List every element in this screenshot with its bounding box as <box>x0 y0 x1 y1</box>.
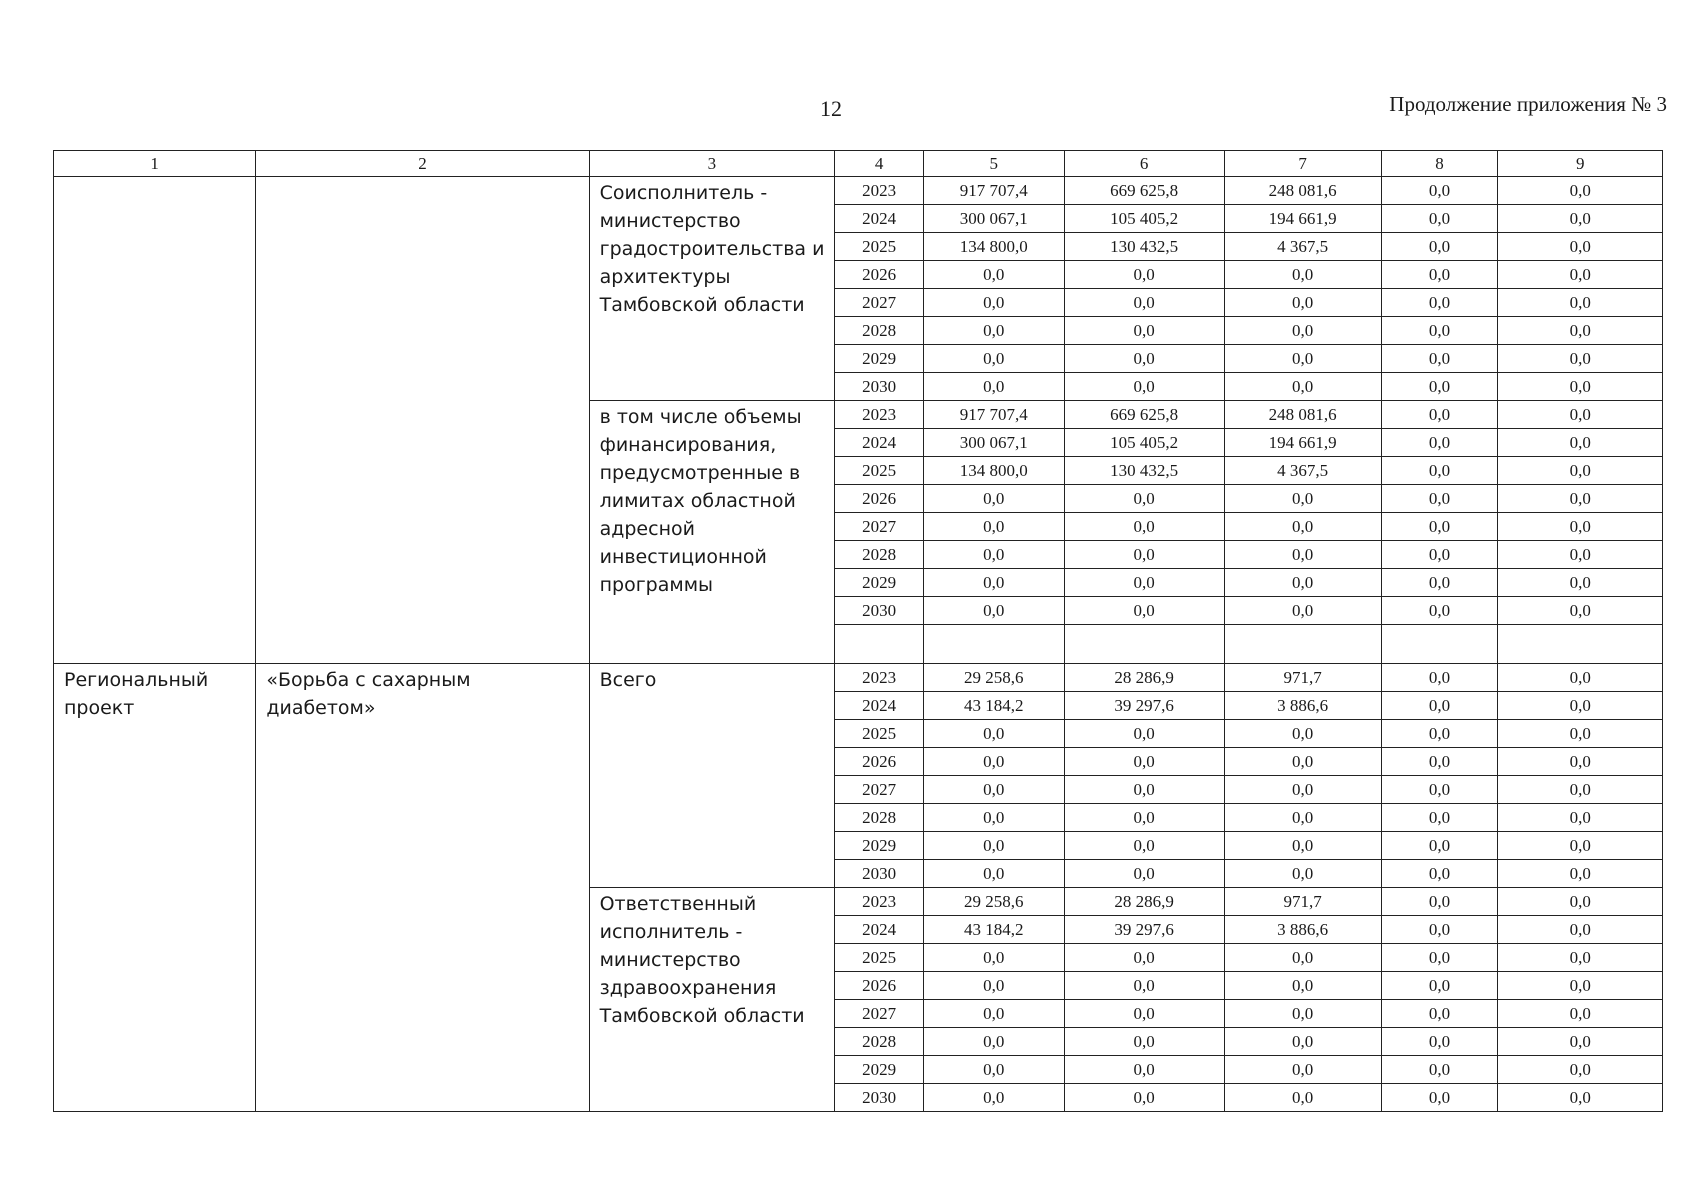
value-cell: 0,0 <box>1498 401 1663 429</box>
value-cell: 0,0 <box>923 373 1064 401</box>
group-label-cell: Всего <box>589 664 835 888</box>
year-cell: 2027 <box>835 1000 924 1028</box>
year-cell: 2024 <box>835 916 924 944</box>
value-cell: 0,0 <box>1224 776 1381 804</box>
value-cell: 0,0 <box>1224 597 1381 625</box>
value-cell: 0,0 <box>1064 776 1224 804</box>
value-cell: 0,0 <box>1064 317 1224 345</box>
year-cell: 2028 <box>835 1028 924 1056</box>
value-cell: 0,0 <box>1381 401 1498 429</box>
value-cell: 0,0 <box>923 513 1064 541</box>
page-number: 12 <box>820 96 842 121</box>
year-cell: 2024 <box>835 205 924 233</box>
value-cell: 0,0 <box>923 317 1064 345</box>
year-cell: 2027 <box>835 513 924 541</box>
value-cell: 0,0 <box>923 832 1064 860</box>
value-cell: 0,0 <box>1224 317 1381 345</box>
value-cell: 0,0 <box>1498 1084 1663 1112</box>
empty-cell <box>835 625 924 664</box>
value-cell: 0,0 <box>1224 720 1381 748</box>
value-cell: 0,0 <box>1224 972 1381 1000</box>
value-cell: 0,0 <box>1498 569 1663 597</box>
header-cell: 7 <box>1224 151 1381 177</box>
block-name-cell: «Борьба с сахарным диабетом» <box>256 664 589 1112</box>
value-cell: 0,0 <box>1064 944 1224 972</box>
value-cell: 0,0 <box>1498 485 1663 513</box>
value-cell: 43 184,2 <box>923 692 1064 720</box>
empty-cell <box>1381 625 1498 664</box>
value-cell: 971,7 <box>1224 888 1381 916</box>
value-cell: 0,0 <box>1381 888 1498 916</box>
value-cell: 29 258,6 <box>923 888 1064 916</box>
value-cell: 0,0 <box>1381 664 1498 692</box>
header-cell: 2 <box>256 151 589 177</box>
value-cell: 0,0 <box>1498 373 1663 401</box>
value-cell: 39 297,6 <box>1064 916 1224 944</box>
year-cell: 2026 <box>835 972 924 1000</box>
block-type-cell <box>54 177 256 664</box>
header-cell: 6 <box>1064 151 1224 177</box>
value-cell: 3 886,6 <box>1224 916 1381 944</box>
value-cell: 0,0 <box>923 569 1064 597</box>
value-cell: 0,0 <box>923 748 1064 776</box>
value-cell: 0,0 <box>1381 1084 1498 1112</box>
value-cell: 0,0 <box>1498 972 1663 1000</box>
value-cell: 0,0 <box>923 944 1064 972</box>
value-cell: 0,0 <box>1381 373 1498 401</box>
value-cell: 0,0 <box>1498 429 1663 457</box>
value-cell: 0,0 <box>1224 485 1381 513</box>
year-cell: 2025 <box>835 720 924 748</box>
value-cell: 0,0 <box>923 289 1064 317</box>
year-cell: 2026 <box>835 261 924 289</box>
value-cell: 0,0 <box>1224 541 1381 569</box>
value-cell: 0,0 <box>923 261 1064 289</box>
header-cell: 4 <box>835 151 924 177</box>
value-cell: 0,0 <box>1224 1028 1381 1056</box>
value-cell: 0,0 <box>923 860 1064 888</box>
value-cell: 0,0 <box>1381 860 1498 888</box>
value-cell: 0,0 <box>1064 289 1224 317</box>
value-cell: 0,0 <box>1224 513 1381 541</box>
value-cell: 0,0 <box>1064 860 1224 888</box>
value-cell: 0,0 <box>1064 513 1224 541</box>
value-cell: 0,0 <box>1224 1000 1381 1028</box>
value-cell: 0,0 <box>1498 916 1663 944</box>
year-cell: 2026 <box>835 748 924 776</box>
header-cell: 1 <box>54 151 256 177</box>
appendix-note: Продолжение приложения № 3 <box>1389 92 1667 116</box>
value-cell: 0,0 <box>1224 832 1381 860</box>
value-cell: 0,0 <box>1498 261 1663 289</box>
value-cell: 0,0 <box>1224 345 1381 373</box>
year-cell: 2026 <box>835 485 924 513</box>
value-cell: 0,0 <box>1064 261 1224 289</box>
year-cell: 2025 <box>835 944 924 972</box>
value-cell: 0,0 <box>1498 748 1663 776</box>
value-cell: 194 661,9 <box>1224 429 1381 457</box>
year-cell: 2024 <box>835 692 924 720</box>
value-cell: 0,0 <box>1498 597 1663 625</box>
year-cell: 2028 <box>835 541 924 569</box>
value-cell: 0,0 <box>1498 541 1663 569</box>
group-label-cell: Соисполнитель - министерство градостроительства и архитектуры Тамбовской области <box>589 177 835 401</box>
value-cell: 0,0 <box>923 485 1064 513</box>
value-cell: 43 184,2 <box>923 916 1064 944</box>
value-cell: 0,0 <box>1498 776 1663 804</box>
value-cell: 0,0 <box>1498 205 1663 233</box>
block-name-cell <box>256 177 589 664</box>
value-cell: 0,0 <box>923 1084 1064 1112</box>
value-cell: 0,0 <box>923 1028 1064 1056</box>
value-cell: 0,0 <box>1064 485 1224 513</box>
value-cell: 0,0 <box>1381 205 1498 233</box>
value-cell: 0,0 <box>1498 1056 1663 1084</box>
value-cell: 4 367,5 <box>1224 233 1381 261</box>
value-cell: 0,0 <box>1498 1000 1663 1028</box>
value-cell: 0,0 <box>1381 345 1498 373</box>
year-cell: 2029 <box>835 1056 924 1084</box>
value-cell: 134 800,0 <box>923 457 1064 485</box>
value-cell: 0,0 <box>1381 541 1498 569</box>
value-cell: 0,0 <box>1498 860 1663 888</box>
header-cell: 8 <box>1381 151 1498 177</box>
value-cell: 0,0 <box>1224 804 1381 832</box>
value-cell: 0,0 <box>923 972 1064 1000</box>
value-cell: 0,0 <box>1498 317 1663 345</box>
table-row <box>54 664 1663 692</box>
table-row <box>54 177 1663 205</box>
value-cell: 0,0 <box>1381 776 1498 804</box>
value-cell: 0,0 <box>1064 597 1224 625</box>
block-type-cell: Региональный проект <box>54 664 256 1112</box>
value-cell: 0,0 <box>1224 261 1381 289</box>
value-cell: 669 625,8 <box>1064 401 1224 429</box>
year-cell: 2027 <box>835 289 924 317</box>
group-label-cell: в том числе объемы финансирования, предусмотренные в лимитах областной адресной инвестиционной программы <box>589 401 835 664</box>
value-cell: 105 405,2 <box>1064 429 1224 457</box>
value-cell: 971,7 <box>1224 664 1381 692</box>
value-cell: 300 067,1 <box>923 205 1064 233</box>
value-cell: 0,0 <box>1064 720 1224 748</box>
header-cell: 3 <box>589 151 835 177</box>
year-cell: 2025 <box>835 233 924 261</box>
value-cell: 0,0 <box>1381 457 1498 485</box>
year-cell: 2023 <box>835 401 924 429</box>
year-cell: 2030 <box>835 860 924 888</box>
value-cell: 0,0 <box>923 720 1064 748</box>
value-cell: 0,0 <box>1381 916 1498 944</box>
value-cell: 0,0 <box>1224 944 1381 972</box>
value-cell: 0,0 <box>1064 1056 1224 1084</box>
value-cell: 0,0 <box>1498 888 1663 916</box>
value-cell: 0,0 <box>1381 177 1498 205</box>
value-cell: 917 707,4 <box>923 401 1064 429</box>
value-cell: 0,0 <box>923 804 1064 832</box>
header-cell: 9 <box>1498 151 1663 177</box>
value-cell: 0,0 <box>1064 748 1224 776</box>
value-cell: 248 081,6 <box>1224 177 1381 205</box>
value-cell: 0,0 <box>1224 1084 1381 1112</box>
value-cell: 0,0 <box>1224 569 1381 597</box>
value-cell: 0,0 <box>1381 692 1498 720</box>
value-cell: 39 297,6 <box>1064 692 1224 720</box>
value-cell: 0,0 <box>1381 1028 1498 1056</box>
value-cell: 0,0 <box>1224 1056 1381 1084</box>
value-cell: 0,0 <box>1498 1028 1663 1056</box>
value-cell: 917 707,4 <box>923 177 1064 205</box>
value-cell: 0,0 <box>1498 289 1663 317</box>
value-cell: 0,0 <box>1381 597 1498 625</box>
value-cell: 0,0 <box>1498 804 1663 832</box>
value-cell: 0,0 <box>1381 804 1498 832</box>
value-cell: 300 067,1 <box>923 429 1064 457</box>
value-cell: 0,0 <box>1381 832 1498 860</box>
year-cell: 2028 <box>835 317 924 345</box>
value-cell: 0,0 <box>1381 233 1498 261</box>
empty-cell <box>1064 625 1224 664</box>
year-cell: 2030 <box>835 1084 924 1112</box>
value-cell: 0,0 <box>1381 317 1498 345</box>
value-cell: 0,0 <box>1064 345 1224 373</box>
value-cell: 0,0 <box>1381 569 1498 597</box>
value-cell: 28 286,9 <box>1064 888 1224 916</box>
value-cell: 0,0 <box>1224 289 1381 317</box>
value-cell: 4 367,5 <box>1224 457 1381 485</box>
value-cell: 0,0 <box>1064 541 1224 569</box>
value-cell: 28 286,9 <box>1064 664 1224 692</box>
year-cell: 2023 <box>835 664 924 692</box>
value-cell: 0,0 <box>1498 345 1663 373</box>
year-cell: 2029 <box>835 832 924 860</box>
value-cell: 0,0 <box>1064 1000 1224 1028</box>
value-cell: 105 405,2 <box>1064 205 1224 233</box>
value-cell: 0,0 <box>1064 373 1224 401</box>
value-cell: 130 432,5 <box>1064 233 1224 261</box>
year-cell: 2024 <box>835 429 924 457</box>
value-cell: 0,0 <box>1224 748 1381 776</box>
value-cell: 0,0 <box>1498 457 1663 485</box>
value-cell: 0,0 <box>1064 1084 1224 1112</box>
value-cell: 0,0 <box>1381 1000 1498 1028</box>
value-cell: 0,0 <box>1381 1056 1498 1084</box>
empty-cell <box>1498 625 1663 664</box>
value-cell: 0,0 <box>923 776 1064 804</box>
value-cell: 0,0 <box>1064 972 1224 1000</box>
value-cell: 0,0 <box>1498 513 1663 541</box>
value-cell: 194 661,9 <box>1224 205 1381 233</box>
year-cell: 2029 <box>835 345 924 373</box>
year-cell: 2023 <box>835 888 924 916</box>
header-row <box>54 151 1663 177</box>
year-cell: 2027 <box>835 776 924 804</box>
value-cell: 29 258,6 <box>923 664 1064 692</box>
value-cell: 0,0 <box>1064 804 1224 832</box>
value-cell: 0,0 <box>923 541 1064 569</box>
value-cell: 0,0 <box>1064 832 1224 860</box>
value-cell: 0,0 <box>923 1000 1064 1028</box>
value-cell: 0,0 <box>1381 289 1498 317</box>
year-cell: 2023 <box>835 177 924 205</box>
year-cell: 2025 <box>835 457 924 485</box>
year-cell: 2030 <box>835 597 924 625</box>
value-cell: 130 432,5 <box>1064 457 1224 485</box>
group-label-cell: Ответственный исполнитель - министерство здравоохранения Тамбовской области <box>589 888 835 1112</box>
value-cell: 0,0 <box>1064 1028 1224 1056</box>
value-cell: 248 081,6 <box>1224 401 1381 429</box>
value-cell: 0,0 <box>1498 692 1663 720</box>
value-cell: 0,0 <box>1381 944 1498 972</box>
value-cell: 0,0 <box>1224 373 1381 401</box>
value-cell: 0,0 <box>923 345 1064 373</box>
value-cell: 0,0 <box>1381 429 1498 457</box>
value-cell: 0,0 <box>1381 513 1498 541</box>
value-cell: 0,0 <box>1498 177 1663 205</box>
value-cell: 3 886,6 <box>1224 692 1381 720</box>
value-cell: 0,0 <box>1498 832 1663 860</box>
value-cell: 669 625,8 <box>1064 177 1224 205</box>
header-cell: 5 <box>923 151 1064 177</box>
value-cell: 0,0 <box>1498 720 1663 748</box>
value-cell: 134 800,0 <box>923 233 1064 261</box>
value-cell: 0,0 <box>1381 485 1498 513</box>
value-cell: 0,0 <box>923 1056 1064 1084</box>
empty-cell <box>923 625 1064 664</box>
financing-table <box>53 150 1663 1112</box>
year-cell: 2030 <box>835 373 924 401</box>
value-cell: 0,0 <box>1498 944 1663 972</box>
year-cell: 2029 <box>835 569 924 597</box>
value-cell: 0,0 <box>1224 860 1381 888</box>
value-cell: 0,0 <box>1498 664 1663 692</box>
empty-cell <box>1224 625 1381 664</box>
value-cell: 0,0 <box>1064 569 1224 597</box>
value-cell: 0,0 <box>1381 972 1498 1000</box>
year-cell: 2028 <box>835 804 924 832</box>
value-cell: 0,0 <box>1381 720 1498 748</box>
value-cell: 0,0 <box>1381 261 1498 289</box>
value-cell: 0,0 <box>923 597 1064 625</box>
value-cell: 0,0 <box>1381 748 1498 776</box>
value-cell: 0,0 <box>1498 233 1663 261</box>
